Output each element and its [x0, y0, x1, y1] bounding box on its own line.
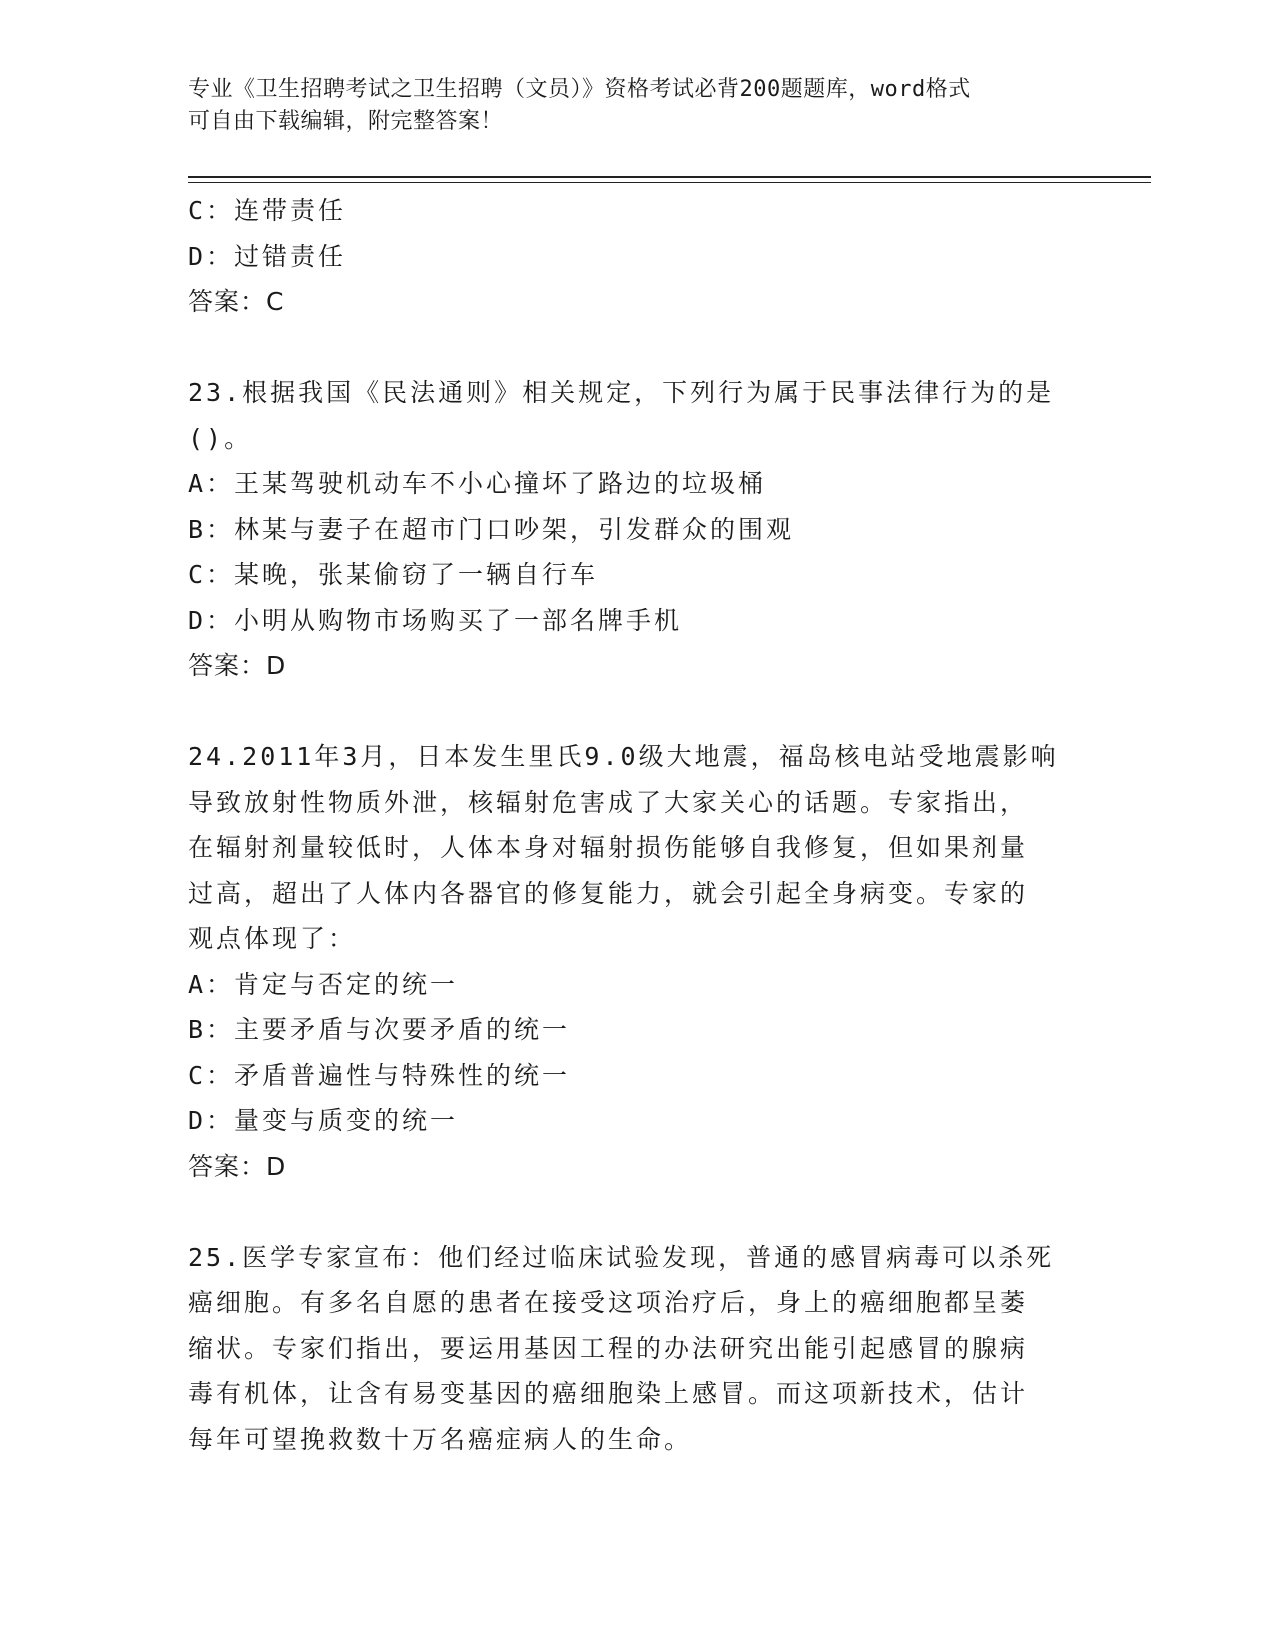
header-title-line-2: 可自由下载编辑，附完整答案！: [188, 109, 504, 134]
spacer: [188, 1189, 1088, 1235]
question-content: [188, 188, 1088, 1462]
question-23: [188, 370, 1088, 689]
q23-option-b: B：林某与妻子在超市门口吵架，引发群众的围观: [188, 514, 795, 544]
q23-option-a: A：王某驾驶机动车不小心撞坏了路边的垃圾桶: [188, 469, 767, 498]
q24-stem-line-3: 在辐射剂量较低时，人体本身对辐射损伤能够自我修复，但如果剂量: [188, 833, 1029, 862]
q25-stem-line-2: 癌细胞。有多名自愿的患者在接受这项治疗后，身上的癌细胞都呈萎: [188, 1288, 1029, 1317]
document-header: [188, 74, 1088, 138]
question-22: [188, 188, 1088, 325]
q24-stem-line-4: 过高，超出了人体内各器官的修复能力，就会引起全身病变。专家的: [188, 878, 1029, 908]
spacer: [188, 689, 1088, 735]
q25-stem-line-1: 25.医学专家宣布：他们经过临床试验发现，普通的感冒病毒可以杀死: [188, 1242, 1055, 1272]
q22-answer: 答案：C: [188, 287, 285, 316]
q22-option-c: C：连带责任: [188, 196, 347, 225]
q23-option-c: C：某晚，张某偷窃了一辆自行车: [188, 560, 599, 589]
q24-stem-line-2: 导致放射性物质外泄，核辐射危害成了大家关心的话题。专家指出，: [188, 787, 1029, 817]
q24-option-b: B：主要矛盾与次要矛盾的统一: [188, 1015, 571, 1044]
q23-stem-line-2: ()。: [188, 423, 253, 453]
q25-stem-line-5: 每年可望挽救数十万名癌症病人的生命。: [188, 1424, 693, 1454]
q24-answer: 答案：D: [188, 1151, 287, 1181]
q24-option-d: D：量变与质变的统一: [188, 1106, 459, 1135]
q23-answer: 答案：D: [188, 651, 287, 680]
header-divider-thick: [188, 176, 1151, 178]
question-25: [188, 1235, 1088, 1463]
q24-option-a: A：肯定与否定的统一: [188, 969, 459, 999]
q25-stem-line-3: 缩状。专家们指出，要运用基因工程的办法研究出能引起感冒的腺病: [188, 1333, 1029, 1363]
q24-stem-line-5: 观点体现了：: [188, 924, 357, 953]
question-24: [188, 734, 1088, 1189]
spacer: [188, 325, 1088, 371]
q24-stem-line-1: 24.2011年3月，日本发生里氏9.0级大地震，福岛核电站受地震影响: [188, 742, 1059, 771]
q23-option-d: D：小明从购物市场购买了一部名牌手机: [188, 605, 683, 635]
q22-option-d: D：过错责任: [188, 241, 347, 271]
header-divider-thin: [188, 182, 1151, 183]
q25-stem-line-4: 毒有机体，让含有易变基因的癌细胞染上感冒。而这项新技术，估计: [188, 1379, 1029, 1408]
q24-option-c: C：矛盾普遍性与特殊性的统一: [188, 1060, 571, 1090]
header-title-line-1: 专业《卫生招聘考试之卫生招聘（文员）》资格考试必背200题题库，word格式: [188, 77, 971, 102]
q23-stem-line-1: 23.根据我国《民法通则》相关规定，下列行为属于民事法律行为的是: [188, 378, 1055, 407]
